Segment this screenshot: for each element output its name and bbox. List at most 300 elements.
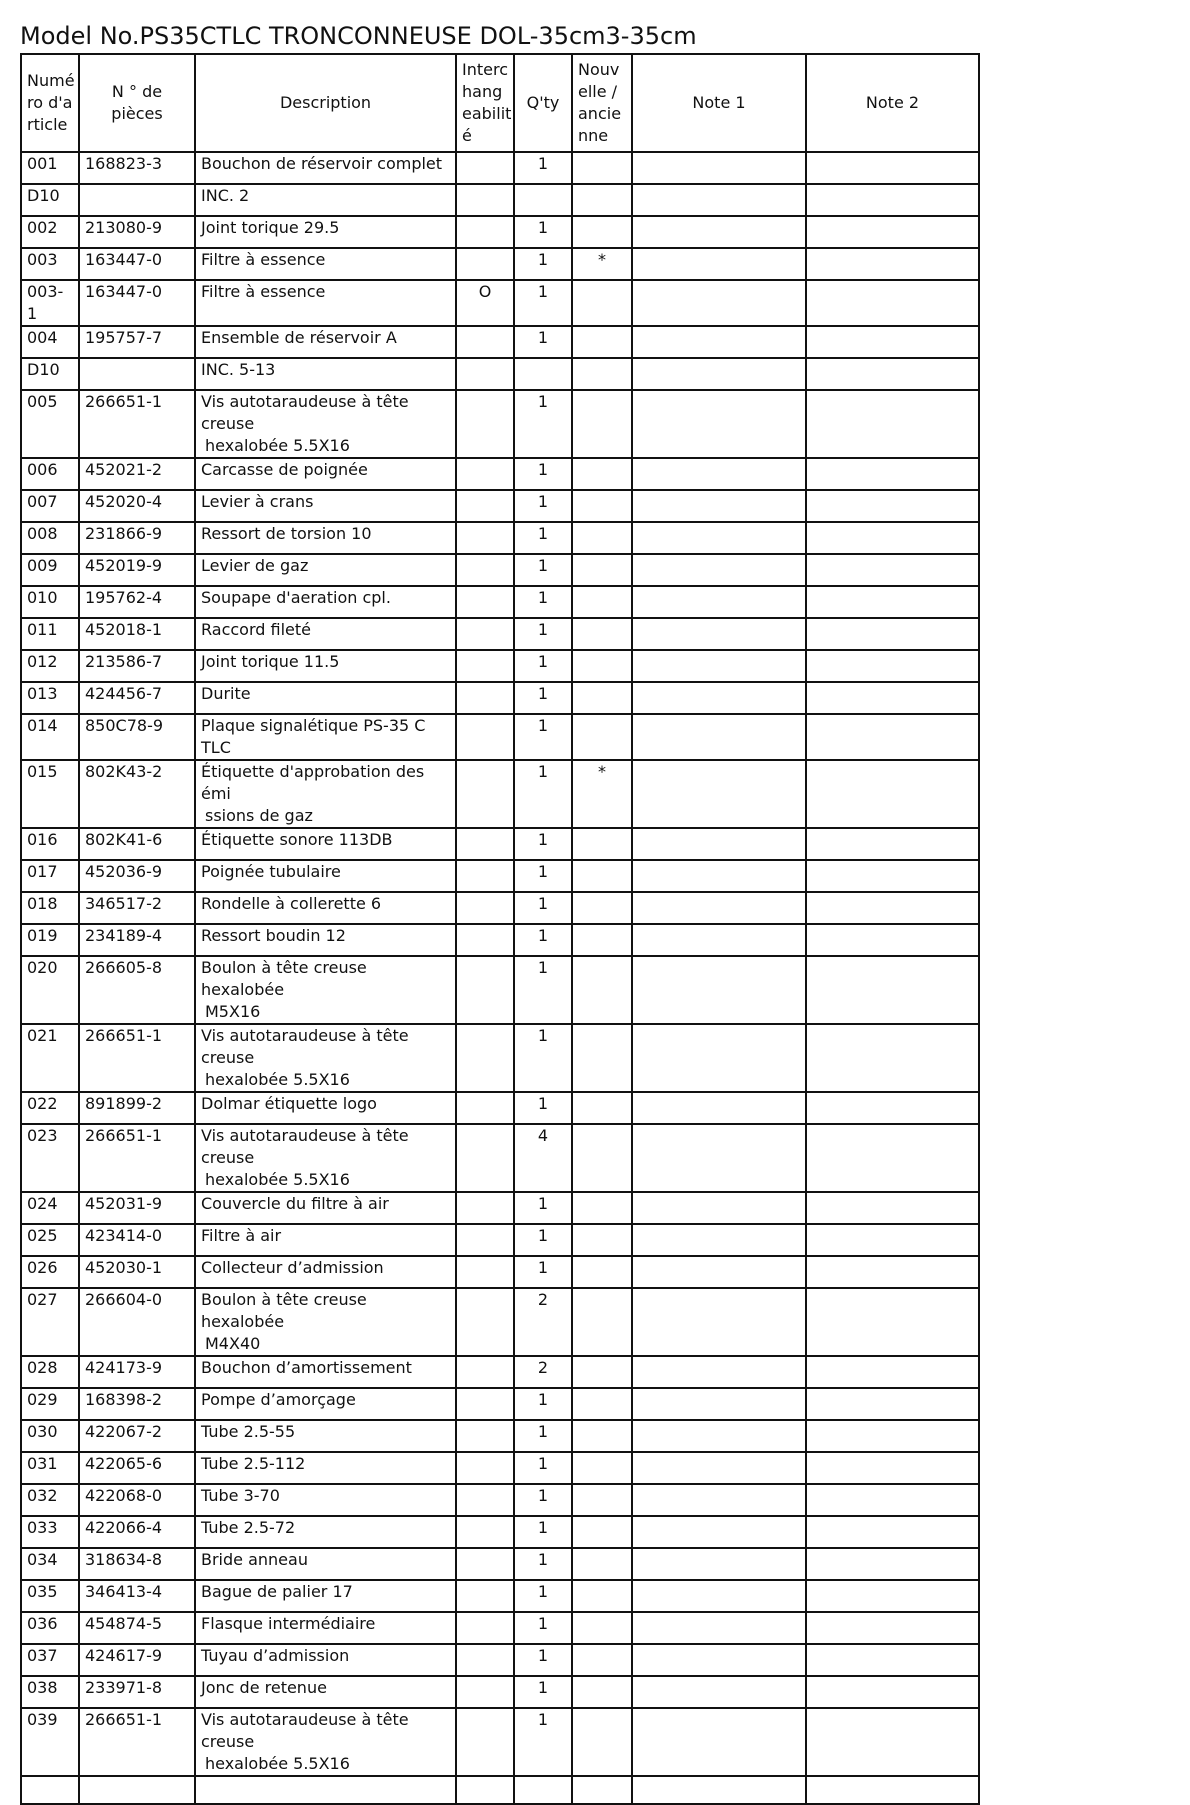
table-row: [21, 1580, 979, 1612]
table-row: [21, 1224, 979, 1256]
interchangeability-cell: [456, 760, 514, 828]
note-2-cell: [806, 248, 979, 280]
interchangeability-cell: [456, 358, 514, 390]
new-old-cell: [572, 1484, 632, 1516]
note-2-cell: [806, 152, 979, 184]
new-old-cell: [572, 924, 632, 956]
table-row: [21, 1548, 979, 1580]
new-old-cell: [572, 1776, 632, 1804]
table-row: [21, 1644, 979, 1676]
note-2-cell: [806, 1192, 979, 1224]
note-2-cell: [806, 358, 979, 390]
description-cell: Joint torique 11.5: [195, 650, 456, 682]
interchangeability-cell: [456, 152, 514, 184]
part-number-cell: 213080-9: [79, 216, 195, 248]
description-cell: Joint torique 29.5: [195, 216, 456, 248]
header-description: Description: [195, 54, 456, 152]
article-number-cell: 011: [21, 618, 79, 650]
table-row: [21, 522, 979, 554]
new-old-cell: [572, 682, 632, 714]
note-2-cell: [806, 650, 979, 682]
quantity-cell: 1: [514, 860, 572, 892]
note-2-cell: [806, 714, 979, 760]
note-1-cell: [632, 1708, 806, 1776]
article-number-cell: 034: [21, 1548, 79, 1580]
note-1-cell: [632, 586, 806, 618]
note-2-cell: [806, 956, 979, 1024]
article-number-cell: 005: [21, 390, 79, 458]
note-2-cell: [806, 522, 979, 554]
new-old-cell: [572, 1548, 632, 1580]
quantity-cell: 1: [514, 458, 572, 490]
new-old-cell: [572, 1192, 632, 1224]
note-2-cell: [806, 618, 979, 650]
description-cell: INC. 2: [195, 184, 456, 216]
description-cell: Tube 2.5-55: [195, 1420, 456, 1452]
article-number-cell: 008: [21, 522, 79, 554]
article-number-cell: 033: [21, 1516, 79, 1548]
interchangeability-cell: [456, 184, 514, 216]
part-number-cell: 422066-4: [79, 1516, 195, 1548]
note-1-cell: [632, 1548, 806, 1580]
interchangeability-cell: [456, 1548, 514, 1580]
part-number-cell: 424456-7: [79, 682, 195, 714]
table-row: [21, 1612, 979, 1644]
quantity-cell: 1: [514, 924, 572, 956]
note-2-cell: [806, 216, 979, 248]
new-old-cell: [572, 1256, 632, 1288]
article-number-cell: 022: [21, 1092, 79, 1124]
quantity-cell: 1: [514, 1580, 572, 1612]
article-number-cell: 029: [21, 1388, 79, 1420]
table-row: [21, 280, 979, 326]
article-number-cell: 036: [21, 1612, 79, 1644]
new-old-cell: [572, 1612, 632, 1644]
new-old-cell: [572, 1676, 632, 1708]
part-number-cell: 424617-9: [79, 1644, 195, 1676]
part-number-cell: 452019-9: [79, 554, 195, 586]
note-2-cell: [806, 490, 979, 522]
article-number-cell: 025: [21, 1224, 79, 1256]
note-1-cell: [632, 216, 806, 248]
quantity-cell: [514, 1776, 572, 1804]
part-number-cell: 850C78-9: [79, 714, 195, 760]
note-1-cell: [632, 390, 806, 458]
note-2-cell: [806, 892, 979, 924]
table-row: [21, 554, 979, 586]
description-cell: [195, 1024, 456, 1092]
interchangeability-cell: [456, 390, 514, 458]
note-1-cell: [632, 1124, 806, 1192]
table-row: [21, 152, 979, 184]
note-1-cell: [632, 892, 806, 924]
article-number-cell: 037: [21, 1644, 79, 1676]
new-old-cell: [572, 216, 632, 248]
header-part-number: N ° de pièces: [79, 54, 195, 152]
note-2-cell: [806, 1288, 979, 1356]
parts-table: [20, 53, 980, 1805]
table-row: [21, 1776, 979, 1804]
new-old-cell: [572, 892, 632, 924]
table-header-row: [21, 54, 979, 152]
note-1-cell: [632, 956, 806, 1024]
note-1-cell: [632, 1388, 806, 1420]
interchangeability-cell: [456, 326, 514, 358]
part-number-cell: 266651-1: [79, 390, 195, 458]
table-row: [21, 586, 979, 618]
header-note-1: Note 1: [632, 54, 806, 152]
part-number-cell: 452021-2: [79, 458, 195, 490]
part-number-cell: 213586-7: [79, 650, 195, 682]
description-line-1: Vis autotaraudeuse à tête creuse: [201, 1710, 409, 1751]
new-old-cell: [572, 1708, 632, 1776]
note-1-cell: [632, 1288, 806, 1356]
description-cell: Couvercle du filtre à air: [195, 1192, 456, 1224]
quantity-cell: 1: [514, 1484, 572, 1516]
article-number-cell: 003: [21, 248, 79, 280]
note-2-cell: [806, 458, 979, 490]
article-number-cell: 016: [21, 828, 79, 860]
table-row: [21, 1024, 979, 1092]
table-row: [21, 860, 979, 892]
article-number-cell: 030: [21, 1420, 79, 1452]
description-cell: Filtre à essence: [195, 280, 456, 326]
note-2-cell: [806, 1388, 979, 1420]
description-cell: Flasque intermédiaire: [195, 1612, 456, 1644]
part-number-cell: 891899-2: [79, 1092, 195, 1124]
note-1-cell: [632, 1224, 806, 1256]
new-old-cell: [572, 828, 632, 860]
article-number-cell: 007: [21, 490, 79, 522]
interchangeability-cell: O: [456, 280, 514, 326]
header-note-2: Note 2: [806, 54, 979, 152]
note-2-cell: [806, 1356, 979, 1388]
part-number-cell: 318634-8: [79, 1548, 195, 1580]
note-1-cell: [632, 1092, 806, 1124]
part-number-cell: 452030-1: [79, 1256, 195, 1288]
interchangeability-cell: [456, 586, 514, 618]
new-old-cell: [572, 618, 632, 650]
interchangeability-cell: [456, 618, 514, 650]
quantity-cell: 1: [514, 1192, 572, 1224]
description-cell: Bague de palier 17: [195, 1580, 456, 1612]
note-1-cell: [632, 1356, 806, 1388]
description-line-2: hexalobée 5.5X16: [205, 1754, 350, 1773]
note-1-cell: [632, 714, 806, 760]
interchangeability-cell: [456, 1612, 514, 1644]
new-old-cell: [572, 1224, 632, 1256]
article-number-cell: 014: [21, 714, 79, 760]
new-old-cell: [572, 522, 632, 554]
new-old-cell: [572, 1516, 632, 1548]
description-line-1: Vis autotaraudeuse à tête creuse: [201, 1126, 409, 1167]
description-cell: Levier de gaz: [195, 554, 456, 586]
quantity-cell: 1: [514, 1092, 572, 1124]
interchangeability-cell: [456, 248, 514, 280]
note-1-cell: [632, 682, 806, 714]
new-old-cell: [572, 1388, 632, 1420]
note-2-cell: [806, 1224, 979, 1256]
quantity-cell: 1: [514, 248, 572, 280]
interchangeability-cell: [456, 1388, 514, 1420]
note-2-cell: [806, 1452, 979, 1484]
quantity-cell: 1: [514, 326, 572, 358]
interchangeability-cell: [456, 1580, 514, 1612]
new-old-cell: [572, 586, 632, 618]
table-row: [21, 1388, 979, 1420]
new-old-cell: [572, 184, 632, 216]
interchangeability-cell: [456, 554, 514, 586]
description-cell: Raccord fileté: [195, 618, 456, 650]
quantity-cell: 1: [514, 956, 572, 1024]
article-number-cell: 017: [21, 860, 79, 892]
article-number-cell: 009: [21, 554, 79, 586]
description-line-1: Boulon à tête creuse hexalobée: [201, 1290, 367, 1331]
table-row: [21, 682, 979, 714]
interchangeability-cell: [456, 1256, 514, 1288]
table-row: [21, 1356, 979, 1388]
note-2-cell: [806, 828, 979, 860]
interchangeability-cell: [456, 1676, 514, 1708]
interchangeability-cell: [456, 1776, 514, 1804]
quantity-cell: 1: [514, 1388, 572, 1420]
article-number-cell: 010: [21, 586, 79, 618]
quantity-cell: 1: [514, 1644, 572, 1676]
quantity-cell: 1: [514, 586, 572, 618]
table-row: [21, 1420, 979, 1452]
note-2-cell: [806, 1420, 979, 1452]
new-old-cell: [572, 1092, 632, 1124]
table-row: [21, 760, 979, 828]
part-number-cell: 452036-9: [79, 860, 195, 892]
description-cell: [195, 760, 456, 828]
table-row: [21, 1452, 979, 1484]
article-number-cell: 028: [21, 1356, 79, 1388]
description-cell: Tube 3-70: [195, 1484, 456, 1516]
description-cell: Bouchon d’amortissement: [195, 1356, 456, 1388]
article-number-cell: 031: [21, 1452, 79, 1484]
quantity-cell: 1: [514, 1256, 572, 1288]
note-1-cell: [632, 1612, 806, 1644]
description-cell: Soupape d'aeration cpl.: [195, 586, 456, 618]
note-2-cell: [806, 586, 979, 618]
header-article-number: Numé ro d'a rticle: [21, 54, 79, 152]
note-1-cell: [632, 522, 806, 554]
article-number-cell: 038: [21, 1676, 79, 1708]
description-line-2: hexalobée 5.5X16: [205, 1070, 350, 1089]
note-2-cell: [806, 390, 979, 458]
part-number-cell: 231866-9: [79, 522, 195, 554]
quantity-cell: 1: [514, 390, 572, 458]
header-interchangeability: Interc hang eabilit é: [456, 54, 514, 152]
part-number-cell: 266604-0: [79, 1288, 195, 1356]
new-old-cell: [572, 1580, 632, 1612]
interchangeability-cell: [456, 1124, 514, 1192]
interchangeability-cell: [456, 1288, 514, 1356]
part-number-cell: 234189-4: [79, 924, 195, 956]
part-number-cell: [79, 184, 195, 216]
quantity-cell: 1: [514, 152, 572, 184]
interchangeability-cell: [456, 1452, 514, 1484]
quantity-cell: 1: [514, 1452, 572, 1484]
note-2-cell: [806, 184, 979, 216]
description-line-2: hexalobée 5.5X16: [205, 436, 350, 455]
article-number-cell: 006: [21, 458, 79, 490]
part-number-cell: 423414-0: [79, 1224, 195, 1256]
table-row: [21, 1192, 979, 1224]
part-number-cell: 422065-6: [79, 1452, 195, 1484]
part-number-cell: 346413-4: [79, 1580, 195, 1612]
description-cell: Plaque signalétique PS-35 C TLC: [195, 714, 456, 760]
interchangeability-cell: [456, 682, 514, 714]
interchangeability-cell: [456, 956, 514, 1024]
interchangeability-cell: [456, 216, 514, 248]
article-number-cell: 020: [21, 956, 79, 1024]
table-row: [21, 1256, 979, 1288]
article-number-cell: 032: [21, 1484, 79, 1516]
new-old-cell: [572, 1356, 632, 1388]
quantity-cell: 1: [514, 1676, 572, 1708]
quantity-cell: [514, 358, 572, 390]
interchangeability-cell: [456, 1484, 514, 1516]
note-1-cell: [632, 760, 806, 828]
description-line-1: Vis autotaraudeuse à tête creuse: [201, 1026, 409, 1067]
new-old-cell: [572, 152, 632, 184]
new-old-cell: *: [572, 248, 632, 280]
table-row: [21, 490, 979, 522]
interchangeability-cell: [456, 924, 514, 956]
part-number-cell: 195757-7: [79, 326, 195, 358]
new-old-cell: [572, 714, 632, 760]
quantity-cell: 1: [514, 618, 572, 650]
note-2-cell: [806, 1676, 979, 1708]
table-row: [21, 326, 979, 358]
note-2-cell: [806, 1548, 979, 1580]
note-1-cell: [632, 1516, 806, 1548]
table-row: [21, 828, 979, 860]
new-old-cell: [572, 1124, 632, 1192]
part-number-cell: 168823-3: [79, 152, 195, 184]
table-row: [21, 618, 979, 650]
part-number-cell: 168398-2: [79, 1388, 195, 1420]
article-number-cell: 018: [21, 892, 79, 924]
quantity-cell: 2: [514, 1356, 572, 1388]
article-number-cell: 003-1: [21, 280, 79, 326]
description-cell: [195, 1708, 456, 1776]
note-2-cell: [806, 1092, 979, 1124]
header-new-old: Nouv elle / ancie nne: [572, 54, 632, 152]
description-line-2: ssions de gaz: [205, 806, 313, 825]
interchangeability-cell: [456, 1644, 514, 1676]
part-number-cell: 452018-1: [79, 618, 195, 650]
article-number-cell: 002: [21, 216, 79, 248]
article-number-cell: 039: [21, 1708, 79, 1776]
part-number-cell: 422068-0: [79, 1484, 195, 1516]
parts-table-body: [21, 152, 979, 1804]
interchangeability-cell: [456, 860, 514, 892]
quantity-cell: 1: [514, 650, 572, 682]
description-cell: Durite: [195, 682, 456, 714]
interchangeability-cell: [456, 1192, 514, 1224]
description-cell: Pompe d’amorçage: [195, 1388, 456, 1420]
note-1-cell: [632, 1420, 806, 1452]
article-number-cell: 035: [21, 1580, 79, 1612]
description-cell: [195, 956, 456, 1024]
article-number-cell: 024: [21, 1192, 79, 1224]
note-1-cell: [632, 280, 806, 326]
description-cell: Tube 2.5-112: [195, 1452, 456, 1484]
table-row: [21, 1676, 979, 1708]
description-cell: Dolmar étiquette logo: [195, 1092, 456, 1124]
part-number-cell: 266651-1: [79, 1024, 195, 1092]
new-old-cell: [572, 390, 632, 458]
part-number-cell: 452031-9: [79, 1192, 195, 1224]
note-1-cell: [632, 184, 806, 216]
interchangeability-cell: [456, 1356, 514, 1388]
new-old-cell: [572, 1452, 632, 1484]
note-1-cell: [632, 1776, 806, 1804]
interchangeability-cell: [456, 1420, 514, 1452]
quantity-cell: 1: [514, 892, 572, 924]
description-cell: [195, 1776, 456, 1804]
description-cell: Poignée tubulaire: [195, 860, 456, 892]
interchangeability-cell: [456, 1516, 514, 1548]
note-1-cell: [632, 490, 806, 522]
note-1-cell: [632, 860, 806, 892]
part-number-cell: [79, 1776, 195, 1804]
article-number-cell: 027: [21, 1288, 79, 1356]
note-2-cell: [806, 326, 979, 358]
interchangeability-cell: [456, 1224, 514, 1256]
quantity-cell: 1: [514, 1548, 572, 1580]
quantity-cell: 1: [514, 828, 572, 860]
interchangeability-cell: [456, 1024, 514, 1092]
table-row: [21, 248, 979, 280]
quantity-cell: 1: [514, 280, 572, 326]
part-number-cell: 266605-8: [79, 956, 195, 1024]
article-number-cell: 021: [21, 1024, 79, 1092]
note-1-cell: [632, 650, 806, 682]
article-number-cell: D10: [21, 358, 79, 390]
table-row: [21, 892, 979, 924]
article-number-cell: 004: [21, 326, 79, 358]
note-1-cell: [632, 1024, 806, 1092]
description-cell: Filtre à air: [195, 1224, 456, 1256]
table-row: [21, 358, 979, 390]
note-1-cell: [632, 1580, 806, 1612]
note-2-cell: [806, 1644, 979, 1676]
quantity-cell: 2: [514, 1288, 572, 1356]
table-row: [21, 216, 979, 248]
note-2-cell: [806, 1612, 979, 1644]
article-number-cell: 001: [21, 152, 79, 184]
note-1-cell: [632, 924, 806, 956]
interchangeability-cell: [456, 458, 514, 490]
description-cell: Filtre à essence: [195, 248, 456, 280]
note-1-cell: [632, 554, 806, 586]
page-title: Model No.PS35CTLC TRONCONNEUSE DOL-35cm3-35cm: [20, 22, 697, 50]
note-2-cell: [806, 280, 979, 326]
description-line-2: M4X40: [205, 1334, 261, 1353]
description-line-2: M5X16: [205, 1002, 261, 1021]
note-1-cell: [632, 828, 806, 860]
description-cell: Tube 2.5-72: [195, 1516, 456, 1548]
note-2-cell: [806, 1124, 979, 1192]
table-row: [21, 1092, 979, 1124]
interchangeability-cell: [456, 1708, 514, 1776]
table-row: [21, 1484, 979, 1516]
part-number-cell: 163447-0: [79, 280, 195, 326]
